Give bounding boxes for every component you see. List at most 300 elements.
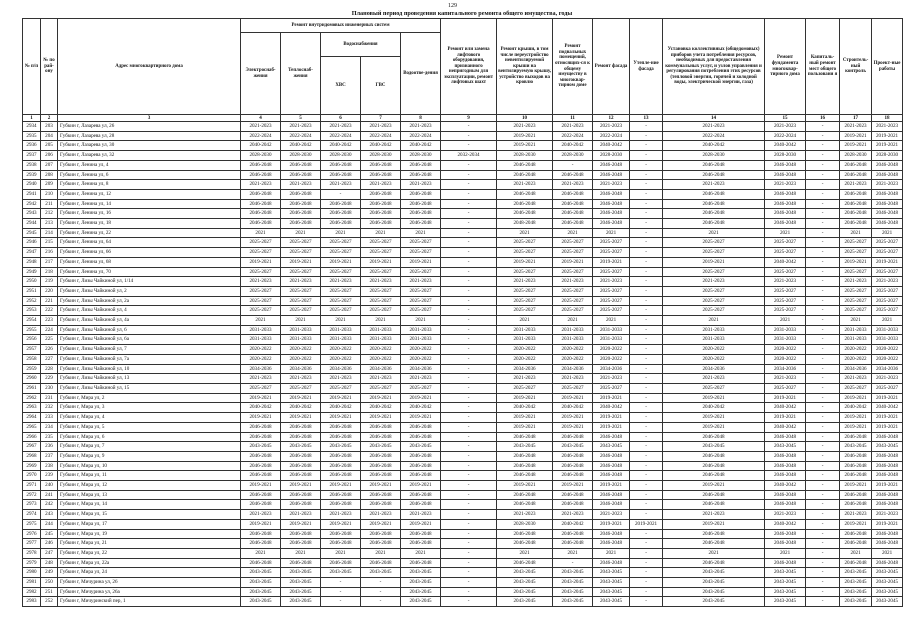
- table-cell: 2046-2048: [401, 422, 441, 432]
- table-cell: 2043-2045: [401, 578, 441, 588]
- column-number: 13: [630, 115, 663, 122]
- table-cell: 2043-2045: [401, 568, 441, 578]
- table-cell: 2034-2036: [872, 364, 903, 374]
- address-cell: Губкин г, Ленина ул, 64: [58, 238, 241, 248]
- header-roof: Ремонт крыши, в том числе переустройство невентилируемой крыши на вентилируемую крышу, устройство выходов на кровлю: [497, 19, 553, 115]
- table-cell: 2021-2023: [840, 122, 872, 132]
- table-cell: 2046-2048: [401, 490, 441, 500]
- table-cell: 2046-2048: [401, 558, 441, 568]
- table-cell: 2025-2027: [401, 248, 441, 258]
- table-cell: -: [806, 228, 840, 238]
- table-cell: -: [806, 422, 840, 432]
- table-cell: -: [630, 364, 663, 374]
- table-cell: 2046-2048: [241, 500, 281, 510]
- table-cell: 2025-2027: [361, 306, 401, 316]
- table-cell: 2028-2030: [401, 151, 441, 161]
- table-cell: 2046-2048: [840, 461, 872, 471]
- table-cell: 2020-2022: [281, 354, 321, 364]
- table-row: [23, 325, 903, 335]
- table-cell: -: [441, 209, 497, 219]
- table-cell: -: [806, 393, 840, 403]
- table-cell: 2046-2048: [281, 432, 321, 442]
- table-cell: 2046-2048: [553, 170, 593, 180]
- header-meters: Установка коллективных (общедомовых) приборов учета потребления ресурсов, необходимых для предоставления коммунальных услуг, и узлов управления и регулирования потребления этих ресурсов (тепловой энергии, горячей и холодной воды, электрической энергии, газа): [663, 19, 765, 115]
- table-cell: 2025-2027: [281, 248, 321, 258]
- table-cell: 2025-2027: [321, 306, 361, 316]
- table-cell: 2043-2045: [593, 578, 630, 588]
- table-cell: 2031-2033: [361, 335, 401, 345]
- table-cell: 2022-2024: [765, 131, 806, 141]
- table-cell: -: [441, 277, 497, 287]
- table-cell: 2034-2036: [497, 364, 553, 374]
- address-cell: Губкин г, Ленина ул, 68: [58, 257, 241, 267]
- table-cell: 209: [41, 180, 58, 190]
- table-cell: 2046-2048: [663, 539, 765, 549]
- table-cell: 2046-2048: [321, 558, 361, 568]
- table-cell: -: [630, 160, 663, 170]
- column-number: 5: [281, 115, 321, 122]
- table-cell: 2040-2042: [765, 403, 806, 413]
- table-cell: 2025-2027: [401, 286, 441, 296]
- table-cell: 2025-2027: [872, 238, 903, 248]
- table-cell: -: [806, 578, 840, 588]
- table-cell: -: [441, 199, 497, 209]
- table-cell: 2021-2023: [553, 180, 593, 190]
- table-cell: -: [441, 160, 497, 170]
- table-cell: 2031-2033: [321, 325, 361, 335]
- table-cell: 2025-2027: [663, 306, 765, 316]
- table-cell: 2020-2022: [241, 345, 281, 355]
- table-cell: 2040-2042: [553, 141, 593, 151]
- table-cell: 2046-2048: [361, 500, 401, 510]
- column-number: 2: [41, 115, 58, 122]
- table-cell: 249: [41, 568, 58, 578]
- table-cell: 2046-2048: [241, 471, 281, 481]
- table-cell: 2046-2048: [401, 160, 441, 170]
- table-cell: 2025-2027: [872, 296, 903, 306]
- table-cell: 2025-2027: [361, 383, 401, 393]
- table-cell: 2025-2027: [321, 383, 361, 393]
- table-cell: 220: [41, 286, 58, 296]
- table-cell: 2021-2023: [401, 277, 441, 287]
- table-cell: 2022-2024: [401, 131, 441, 141]
- table-cell: -: [806, 529, 840, 539]
- table-cell: 217: [41, 257, 58, 267]
- address-cell: Губкин г, Лизы Чайкиной ул, 7: [58, 345, 241, 355]
- table-cell: 2046-2048: [840, 471, 872, 481]
- table-cell: 2046-2048: [765, 199, 806, 209]
- column-number: 10: [497, 115, 553, 122]
- table-cell: 2046-2048: [553, 219, 593, 229]
- table-cell: -: [630, 432, 663, 442]
- address-cell: Губкин г, Лизы Чайкиной ул, 4а: [58, 316, 241, 326]
- table-cell: 2021: [401, 228, 441, 238]
- table-cell: 2046-2048: [361, 432, 401, 442]
- table-cell: -: [630, 510, 663, 520]
- table-row: [23, 597, 903, 607]
- table-cell: -: [441, 238, 497, 248]
- address-cell: Губкин г, Лизы Чайкиной ул, 2: [58, 286, 241, 296]
- header-drain: Водоотве-дения: [401, 33, 441, 115]
- table-cell: 2019-2021: [321, 481, 361, 491]
- table-cell: -: [441, 568, 497, 578]
- table-cell: 2021-2023: [241, 510, 281, 520]
- address-cell: Губкин г, Лазарева ул, 32: [58, 151, 241, 161]
- table-cell: 2949: [23, 267, 41, 277]
- table-cell: 2046-2048: [840, 451, 872, 461]
- table-cell: 2046-2048: [361, 170, 401, 180]
- table-cell: -: [441, 316, 497, 326]
- table-cell: -: [630, 422, 663, 432]
- table-cell: 2046-2048: [663, 529, 765, 539]
- table-cell: 2031-2033: [401, 335, 441, 345]
- table-cell: 2046-2048: [553, 471, 593, 481]
- table-cell: 2034-2036: [401, 364, 441, 374]
- table-cell: 2021: [593, 228, 630, 238]
- table-cell: 2046-2048: [872, 529, 903, 539]
- table-cell: 2021-2023: [593, 122, 630, 132]
- table-cell: 2940: [23, 180, 41, 190]
- table-cell: 2019-2021: [840, 257, 872, 267]
- table-cell: 2025-2027: [553, 296, 593, 306]
- table-cell: -: [441, 442, 497, 452]
- table-cell: 2040-2042: [840, 403, 872, 413]
- table-cell: -: [630, 257, 663, 267]
- table-cell: -: [441, 131, 497, 141]
- table-cell: 2021-2023: [840, 277, 872, 287]
- table-cell: 2020-2022: [663, 345, 765, 355]
- table-cell: -: [806, 122, 840, 132]
- table-cell: -: [321, 597, 361, 607]
- table-cell: 2025-2027: [553, 383, 593, 393]
- table-cell: 2021: [765, 316, 806, 326]
- table-cell: 2043-2045: [553, 597, 593, 607]
- table-cell: 2046-2048: [663, 558, 765, 568]
- table-cell: 2957: [23, 345, 41, 355]
- table-cell: 2046-2048: [401, 199, 441, 209]
- address-cell: Губкин г, Ленина ул, 12: [58, 189, 241, 199]
- table-cell: 2043-2045: [401, 597, 441, 607]
- address-cell: Губкин г, Ленина ул, 22: [58, 228, 241, 238]
- table-cell: -: [630, 354, 663, 364]
- table-cell: 2043-2045: [765, 578, 806, 588]
- table-cell: 2046-2048: [281, 219, 321, 229]
- table-cell: 2025-2027: [872, 383, 903, 393]
- table-cell: 2962: [23, 393, 41, 403]
- table-cell: 2043-2045: [361, 442, 401, 452]
- table-cell: 2019-2021: [872, 481, 903, 491]
- table-cell: 2046-2048: [765, 490, 806, 500]
- table-cell: 2021-2023: [553, 122, 593, 132]
- address-cell: Губкин г, Ленина ул, 18: [58, 219, 241, 229]
- table-cell: 2025-2027: [593, 267, 630, 277]
- table-cell: -: [630, 151, 663, 161]
- table-body: [23, 122, 903, 607]
- table-cell: -: [630, 393, 663, 403]
- table-cell: 2021: [553, 316, 593, 326]
- table-row: [23, 413, 903, 423]
- table-cell: 2046-2048: [765, 500, 806, 510]
- table-cell: 2046-2048: [497, 461, 553, 471]
- header-electro: Электроснаб-жения: [241, 33, 281, 115]
- column-number: 1: [23, 115, 41, 122]
- table-cell: 2040-2042: [401, 403, 441, 413]
- table-cell: 2020-2022: [553, 354, 593, 364]
- table-cell: -: [806, 209, 840, 219]
- table-cell: 2025-2027: [497, 267, 553, 277]
- table-cell: 2021: [765, 228, 806, 238]
- table-row: [23, 306, 903, 316]
- table-cell: 2043-2045: [281, 568, 321, 578]
- table-cell: 2046-2048: [765, 209, 806, 219]
- table-cell: 2025-2027: [553, 248, 593, 258]
- table-cell: 2980: [23, 568, 41, 578]
- table-cell: -: [630, 345, 663, 355]
- header-capital: Капиталь-ный ремонт мест общего пользовани я: [806, 19, 840, 115]
- table-cell: 2046-2048: [663, 219, 765, 229]
- table-cell: -: [630, 228, 663, 238]
- table-cell: 2046-2048: [872, 432, 903, 442]
- table-cell: 235: [41, 432, 58, 442]
- table-cell: -: [441, 481, 497, 491]
- table-cell: 2046-2048: [361, 209, 401, 219]
- table-cell: 236: [41, 442, 58, 452]
- table-cell: 2034-2036: [663, 364, 765, 374]
- table-cell: 2965: [23, 422, 41, 432]
- table-cell: 2046-2048: [593, 432, 630, 442]
- table-cell: 2025-2027: [663, 383, 765, 393]
- table-cell: -: [441, 403, 497, 413]
- table-cell: -: [806, 141, 840, 151]
- table-cell: 226: [41, 345, 58, 355]
- table-cell: 2046-2048: [840, 432, 872, 442]
- table-row: [23, 519, 903, 529]
- table-cell: 2025-2027: [281, 286, 321, 296]
- table-cell: 2043-2045: [593, 442, 630, 452]
- table-cell: -: [806, 510, 840, 520]
- table-cell: 2021-2023: [281, 277, 321, 287]
- table-cell: -: [441, 451, 497, 461]
- table-cell: 2021-2023: [497, 510, 553, 520]
- table-cell: 2021: [872, 548, 903, 558]
- table-cell: 2020-2022: [321, 345, 361, 355]
- table-cell: 2040-2042: [553, 519, 593, 529]
- table-cell: 2963: [23, 403, 41, 413]
- table-cell: 2937: [23, 151, 41, 161]
- table-row: [23, 345, 903, 355]
- table-cell: 2021-2023: [593, 374, 630, 384]
- table-cell: 2043-2045: [281, 442, 321, 452]
- table-cell: 2043-2045: [663, 442, 765, 452]
- table-cell: 2043-2045: [840, 597, 872, 607]
- table-cell: 214: [41, 228, 58, 238]
- table-cell: 2043-2045: [765, 568, 806, 578]
- table-cell: 2019-2021: [281, 519, 321, 529]
- address-cell: Губкин г, Мичуринский пер, 1: [58, 597, 241, 607]
- table-cell: 2955: [23, 325, 41, 335]
- table-cell: 2040-2042: [765, 257, 806, 267]
- table-cell: 2025-2027: [872, 286, 903, 296]
- table-cell: 2028-2030: [840, 151, 872, 161]
- table-cell: 2028-2030: [497, 151, 553, 161]
- table-cell: 228: [41, 364, 58, 374]
- table-cell: 2046-2048: [593, 529, 630, 539]
- table-cell: 2021-2023: [553, 277, 593, 287]
- table-cell: 2025-2027: [840, 267, 872, 277]
- table-cell: 2046-2048: [872, 461, 903, 471]
- table-cell: -: [630, 180, 663, 190]
- table-cell: 2031-2033: [281, 325, 321, 335]
- capital-repair-table: [22, 18, 903, 607]
- table-cell: 2046-2048: [361, 451, 401, 461]
- table-cell: 2025-2027: [321, 286, 361, 296]
- table-cell: 2020-2022: [401, 354, 441, 364]
- table-cell: 2019-2021: [593, 393, 630, 403]
- table-cell: -: [806, 490, 840, 500]
- table-cell: 2021-2023: [497, 122, 553, 132]
- table-cell: 2021-2023: [321, 122, 361, 132]
- table-cell: 2025-2027: [321, 238, 361, 248]
- table-cell: 2043-2045: [241, 568, 281, 578]
- table-cell: 2959: [23, 364, 41, 374]
- table-row: [23, 587, 903, 597]
- table-cell: 2046-2048: [281, 558, 321, 568]
- table-cell: 218: [41, 267, 58, 277]
- table-cell: 2025-2027: [872, 248, 903, 258]
- table-cell: 2021-2023: [593, 277, 630, 287]
- table-cell: 234: [41, 422, 58, 432]
- table-cell: 2046-2048: [241, 170, 281, 180]
- table-cell: 2040-2042: [361, 403, 401, 413]
- table-cell: -: [630, 539, 663, 549]
- table-row: [23, 490, 903, 500]
- table-cell: 2034-2036: [281, 364, 321, 374]
- table-cell: 2031-2033: [241, 335, 281, 345]
- table-cell: 2043-2045: [663, 587, 765, 597]
- table-cell: 2025-2027: [401, 267, 441, 277]
- table-cell: 2021-2023: [765, 180, 806, 190]
- table-cell: -: [806, 248, 840, 258]
- table-cell: 2976: [23, 529, 41, 539]
- table-cell: 2025-2027: [497, 238, 553, 248]
- table-cell: 2021-2023: [497, 277, 553, 287]
- table-cell: 2025-2027: [361, 248, 401, 258]
- table-cell: 2046-2048: [241, 219, 281, 229]
- table-cell: -: [630, 131, 663, 141]
- table-cell: -: [441, 374, 497, 384]
- table-row: [23, 238, 903, 248]
- table-cell: 2025-2027: [872, 306, 903, 316]
- table-cell: 2046-2048: [241, 422, 281, 432]
- table-cell: 2046-2048: [840, 219, 872, 229]
- table-cell: 2046-2048: [872, 170, 903, 180]
- table-cell: -: [630, 325, 663, 335]
- table-cell: 205: [41, 141, 58, 151]
- table-cell: 2021: [321, 548, 361, 558]
- table-cell: 2043-2045: [497, 578, 553, 588]
- table-cell: 2021: [765, 548, 806, 558]
- table-cell: 2046-2048: [241, 451, 281, 461]
- table-cell: -: [630, 122, 663, 132]
- table-cell: 2025-2027: [241, 286, 281, 296]
- table-cell: 2019-2021: [497, 141, 553, 151]
- table-cell: 2040-2042: [361, 141, 401, 151]
- table-cell: 2046-2048: [593, 189, 630, 199]
- table-cell: 2020-2022: [241, 354, 281, 364]
- table-cell: -: [441, 500, 497, 510]
- table-cell: -: [806, 199, 840, 209]
- header-address: Адрес многоквартирного дома: [58, 19, 241, 115]
- table-cell: 2021-2023: [840, 180, 872, 190]
- table-cell: 2021-2023: [241, 180, 281, 190]
- header-engineering-group: Ремонт внутридомовых инженерных систем: [241, 19, 441, 33]
- address-cell: Губкин г, Лизы Чайкиной ул, 1/14: [58, 277, 241, 287]
- table-cell: -: [806, 131, 840, 141]
- table-cell: 2938: [23, 160, 41, 170]
- table-cell: 2046-2048: [872, 160, 903, 170]
- table-cell: 2025-2027: [765, 248, 806, 258]
- table-cell: 2020-2022: [361, 345, 401, 355]
- table-row: [23, 189, 903, 199]
- table-cell: -: [441, 587, 497, 597]
- table-cell: 2046-2048: [361, 471, 401, 481]
- table-cell: 2046-2048: [765, 160, 806, 170]
- table-cell: 2019-2021: [497, 257, 553, 267]
- table-cell: 2046-2048: [840, 539, 872, 549]
- table-cell: -: [806, 403, 840, 413]
- table-cell: 2942: [23, 199, 41, 209]
- table-cell: 2043-2045: [765, 597, 806, 607]
- table-cell: 2958: [23, 354, 41, 364]
- table-row: [23, 180, 903, 190]
- table-cell: 2046-2048: [497, 160, 553, 170]
- table-cell: -: [441, 122, 497, 132]
- table-cell: -: [630, 306, 663, 316]
- table-row: [23, 151, 903, 161]
- table-cell: 2019-2021: [553, 257, 593, 267]
- table-cell: 2043-2045: [593, 587, 630, 597]
- table-cell: 2031-2033: [663, 335, 765, 345]
- table-cell: 2019-2021: [321, 413, 361, 423]
- table-cell: 2043-2045: [553, 578, 593, 588]
- table-row: [23, 529, 903, 539]
- table-cell: 2019-2021: [321, 519, 361, 529]
- table-cell: -: [441, 354, 497, 364]
- table-cell: 2969: [23, 461, 41, 471]
- table-cell: 2021-2023: [765, 122, 806, 132]
- table-cell: 230: [41, 383, 58, 393]
- table-cell: 2043-2045: [663, 597, 765, 607]
- table-cell: 2021-2023: [241, 374, 281, 384]
- table-cell: 2046-2048: [593, 219, 630, 229]
- table-cell: -: [441, 219, 497, 229]
- table-cell: -: [630, 548, 663, 558]
- table-cell: 2021: [281, 228, 321, 238]
- table-cell: 2043-2045: [872, 578, 903, 588]
- table-cell: 2948: [23, 257, 41, 267]
- table-cell: 2046-2048: [593, 461, 630, 471]
- table-cell: -: [441, 471, 497, 481]
- table-cell: 2021-2023: [321, 277, 361, 287]
- table-cell: 2019-2021: [241, 257, 281, 267]
- table-cell: -: [630, 248, 663, 258]
- table-cell: 2046-2048: [872, 189, 903, 199]
- table-cell: 2019-2021: [663, 393, 765, 403]
- address-cell: Губкин г, Ленина ул, 16: [58, 209, 241, 219]
- table-cell: -: [630, 238, 663, 248]
- table-cell: 2046-2048: [765, 471, 806, 481]
- table-cell: -: [806, 286, 840, 296]
